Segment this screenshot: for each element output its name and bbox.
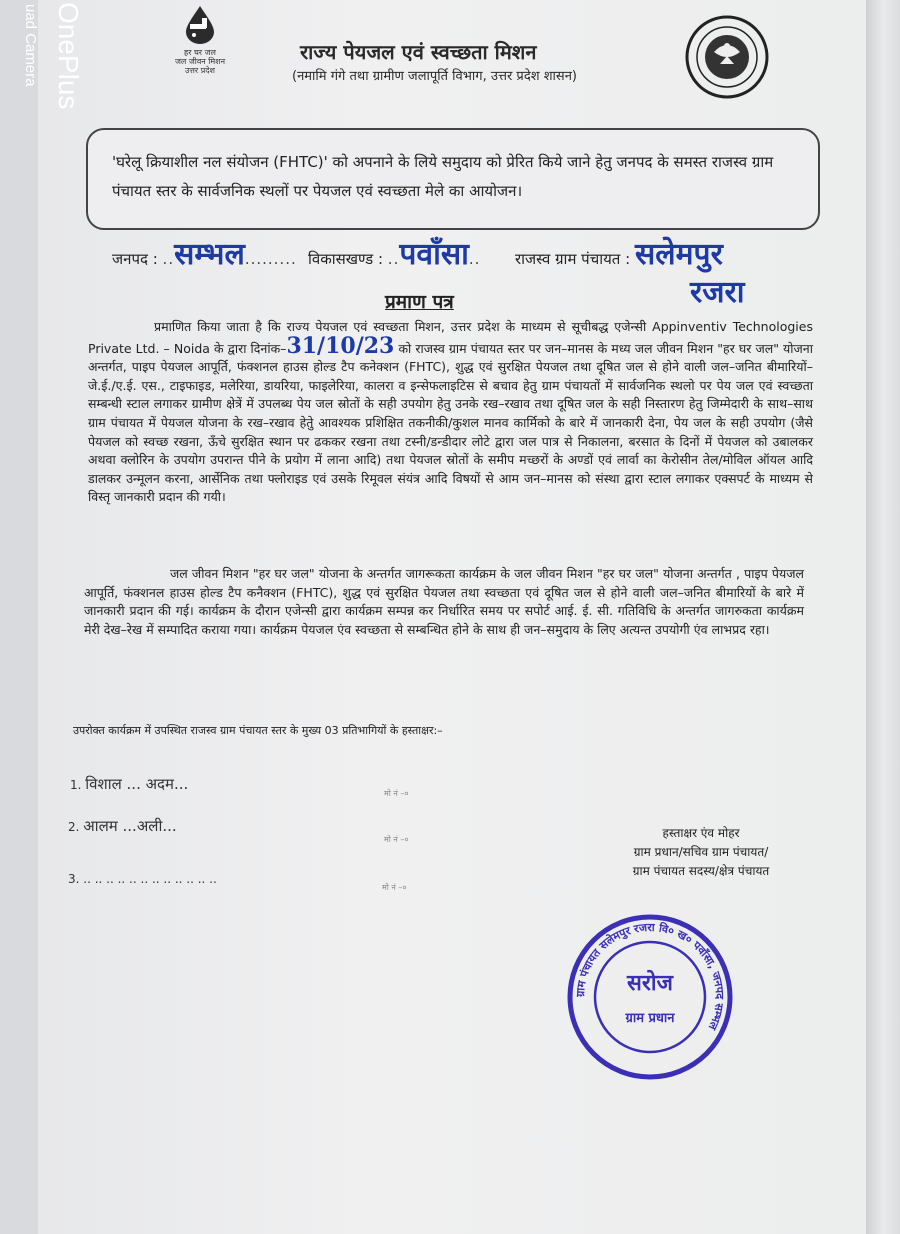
participant-mobile-3: मो नं –० [382,883,407,892]
participant-number: 1. [70,778,82,792]
signatory-line-2: ग्राम प्रधान/सचिव ग्राम पंचायत/ [633,845,769,859]
participant-mobile-2: मो नं –० [384,835,409,844]
block-value: पवाँसा [399,237,469,272]
block-dots-end: .. [468,250,481,268]
event-description: 'घरेलू क्रियाशील नल संयोजन (FHTC)' को अपनाने के लिये समुदाय को प्रेरित किये जाने हेतु जनपद के समस्त राजस्व ग्राम पंचायत स्तर के सार्वजनिक स्थलों पर पेयजल एवं स्वच्छता मेले का आयोजन। [112,153,774,200]
stamp-outer-text: ग्राम पंचायत सलेमपुर रजरा वि० ख० पवाँसा, जनपद सम्भल [573,920,727,1032]
participant-mobile-1: मो नं –० [384,789,409,798]
participant-number: 3. [68,872,80,886]
panchayat-field [515,232,723,273]
stamp-role: ग्राम प्रधान [625,1011,675,1026]
panchayat-value-line1: सलेमपुर [634,237,723,272]
block-field [308,232,480,273]
certificate-paragraph-1 [88,318,813,507]
participant-signature: .. .. .. .. .. .. .. .. .. .. .. .. [83,872,217,886]
certificate-heading: प्रमाण पत्र [385,291,454,313]
signatory-line-3: ग्राम पंचायत सदस्य/क्षेत्र पंचायत [632,864,770,878]
district-dots: .. [162,250,175,268]
participant-signature: विशाल ... अदम... [85,775,189,793]
participants-intro: उपरोक्त कार्यक्रम में उपस्थित राजस्व ग्राम पंचायत स्तर के मुख्य 03 प्रतिभागियों के हस्ताक्षर:– [73,724,443,737]
stamp-name: सरोज [627,970,673,996]
handwritten-date: 31/10/23 [286,332,395,359]
participant-row-1 [70,774,188,794]
event-description-box [86,128,820,230]
district-value: सम्भल [174,237,245,272]
panchayat-value-line2: रजरा [690,275,745,310]
logo-tagline-2: जल जीवन मिशन [174,57,226,66]
logo-tagline-3: उत्तर प्रदेश [185,66,215,75]
participant-row-2 [68,816,177,836]
block-dots: .. [387,250,400,268]
certificate-paragraph-2: जल जीवन मिशन "हर घर जल" योजना के अन्तर्गत जागरूकता कार्यक्रम के जल जीवन मिशन "हर घर जल" योजना अन्तर्गत , पाइप पेयजल आपूर्ति, फंक्शनल हाउस होल्ड टैप कनैक्शन (FHTC), शुद्ध एवं सुरक्षित पेयजल तथा स्वच्छता एवं दूषित जल से होने वाली जल–जनित बीमारियों के बारे में जानकारी प्रदान की गई। कार्यक्रम के दौरान एजेन्सी द्वारा कार्यक्रम सम्पन्न कर निर्धारित समय पर सपोर्ट आई. ई. सी. गतिविधि के अन्तर्गत जागरुकता कार्यक्रम मेरी देख–रेख में सम्पादित कराया गया। कार्यक्रम पेयजल एंव स्वच्छता से सम्बन्धित होने के साथ ही जन–समुदाय के लिए अत्यन्त उपयोगी एंव लाभप्रद रहा। [84,566,804,637]
participant-number: 2. [68,820,80,834]
district-field [112,232,297,273]
panchayat-label: राजस्व ग्राम पंचायत : [515,250,631,268]
signatory-line-1: हस्ताक्षर एंव मोहर [662,826,740,840]
district-label: जनपद : [112,250,158,268]
signatory-block [606,824,796,881]
participant-signature: आलम ...अली... [83,817,177,835]
district-dots-end: ......... [244,250,297,268]
para1-part-a: प्रमाणित किया जाता है कि राज्य पेयजल एवं स्वच्छता मिशन, उत्तर प्रदेश के माध्यम से सूचीबद्ध एजेन्सी Appinventiv Technologies Private Ltd. – Noida के द्वारा दिनांक– [88,319,813,356]
participant-row-3 [68,872,217,886]
para1-part-b: को राजस्व ग्राम पंचायत स्तर पर जन–मानस के मध्य जल जीवन मिशन "हर घर जल" योजना अन्तर्गत, पाइप पेयजल आपूर्ति, फंक्शनल हाउस होल्ड टैप कनेक्शन (FHTC), शुद्ध एवं सुरक्षित पेयजल तथा दूषित जल से होने वाली जल–जनित बीमारियों–जे.ई./ए.ई. एस., टाइफाइड, मलेरिया, डायरिया, फाइलेरिया, कालरा व इन्सेफलाइटिस से बचाव हेतु ग्राम पंचायतों में सार्वजनिक स्थलो पर पेय जल एवं स्वच्छता सम्बन्धी स्टाल लगाकर ग्रामीण क्षेत्रें में उपलब्ध पेय जल स्रोतों के सही उपयोग हेतु उनके रख–रखाव तथा दूषित जल के सही निस्तारण हेतु जिम्मेदारी के साथ–साथ ग्राम पंचायत में पेयजल योजना के रख–रखाव हेतुे आवश्यक प्रशिक्षित तकनीकी/कुशल मानव कार्मिको के बारे में जानकारी देना, पेय जल के सही उपयोग (जैसे पेयजल को स्वच्छ रखना, ऊँचे सुरक्षित स्थान पर ढककर रखना तथा टस्नी/डन्डीदार लोटे द्वारा जल पात्र से निकालना, बरसात के दिनों में पेयजल को उबालकर अथवा क्लोरिन के उपयोग उपरान्त पीने के प्रयोग में लाना आदि) तथा पेयजल स्रोतों के समीप मच्छरों के अण्डों एवं लार्वा का केरोसीन तेल/मोविल ऑयल आदि डालकर उन्मूलन करना, आर्सेनिक तथा फ्लोराइड एवं उसके रिमूवल संयंत्र आदि विषयों से आम जन–मानस को संस्था द्वारा स्टाल लगाकर एक्सपर्ट के माध्यम से विस्तृ जानकारी प्रदान की गयी। [88,340,813,505]
logo-tagline-1: हर घर जल [184,48,216,57]
up-government-seal-icon [684,14,770,100]
page-edge [866,0,900,1234]
camera-watermark: OnePlus [53,2,84,110]
water-tap-icon [182,4,218,44]
block-label: विकासखण्ड : [308,250,384,268]
page-subtitle: (नमामि गंगे तथा ग्रामीण जलापूर्ति विभाग, उत्तर प्रदेश शासन) [292,69,577,84]
gram-pradhan-stamp [565,912,735,1082]
page-title: राज्य पेयजल एवं स्वच्छता मिशन [300,40,537,64]
camera-watermark-sub: uad Camera [22,4,39,87]
jal-jeevan-logo [170,4,230,75]
